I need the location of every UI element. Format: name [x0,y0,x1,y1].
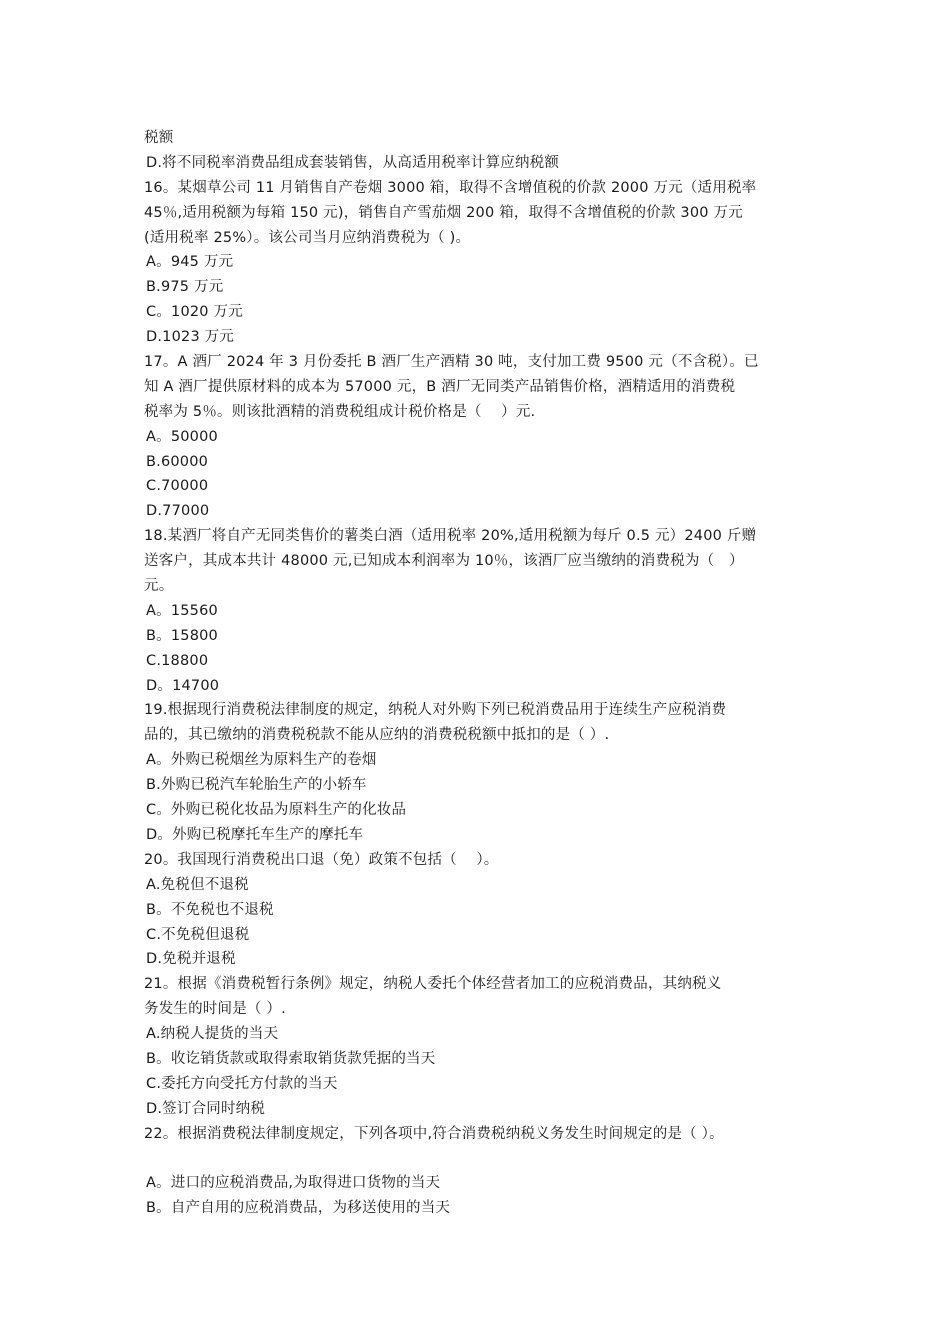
question-text-line: 20。我国现行消费税出口退（免）政策不包括（ ）。 [144,851,499,868]
answer-option: B。15800 [146,627,218,644]
answer-option: B.60000 [146,453,209,470]
question-text-line: 税额 [144,130,174,146]
answer-option: B.外购已税汽车轮胎生产的小轿车 [146,777,367,794]
question-text-line: 19.根据现行消费税法律制度的规定，纳税人对外购下列已税消费品用于连续生产应税消费 [144,702,727,719]
answer-option: C.委托方向受托方付款的当天 [146,1075,338,1092]
answer-option: D.免税并退税 [146,951,236,968]
question-text-line: 品的，其已缴纳的消费税税款不能从应纳的消费税税额中抵扣的是（ ）. [144,727,610,744]
answer-option: C.70000 [146,478,209,495]
question-text-line: 45％,适用税额为每箱 150 元)，销售自产雪茄烟 200 箱，取得不含增值税的价款 300 万元 [144,204,743,221]
question-text-line: 21。根据《消费税暂行条例》规定，纳税人委托个体经营者加工的应税消费品，其纳税义 [144,976,722,993]
answer-option: D.将不同税率消费品组成套装销售，从高适用税率计算应纳税额 [146,154,560,171]
blank-line [144,1147,824,1172]
question-text-line: 18.某酒厂将自产无同类售价的薯类白酒（适用税率 20%,适用税额为每斤 0.5 元）2400 斤赠 [144,528,757,545]
question-text-line: (适用税率 25%）。该公司当月应纳消费税为（ )。 [144,229,471,246]
question-text-line: 22。根据消费税法律制度规定，下列各项中,符合消费税纳税义务发生时间规定的是（ ）。 [144,1125,724,1142]
answer-option: C.18800 [146,652,209,669]
question-text-line: 16。某烟草公司 11 月销售自产卷烟 3000 箱，取得不含增值税的价款 2000 万元（适用税率 [144,179,757,196]
answer-option: A。50000 [146,428,218,445]
question-text-line: 知 A 酒厂提供原材料的成本为 57000 元，B 酒厂无同类产品销售价格，酒精适用的消费税 [144,378,736,395]
answer-option: C。外购已税化妆品为原料生产的化妆品 [146,802,407,819]
answer-option: A。进口的应税消费品,为取得进口货物的当天 [146,1175,441,1192]
document-body [144,126,824,1221]
answer-option: B。自产自用的应税消费品，为移送使用的当天 [146,1200,451,1217]
question-text-line: 元。 [144,578,174,595]
question-text-line: 税率为 5％。则该批酒精的消费税组成计税价格是（ ）元. [144,403,536,420]
answer-option: B。不免税也不退税 [146,901,274,918]
answer-option: A.纳税人提货的当天 [146,1026,279,1043]
answer-option: B。收讫销货款或取得索取销货款凭据的当天 [146,1050,436,1067]
answer-option: D.1023 万元 [146,329,235,346]
answer-option: A。15560 [146,602,218,619]
answer-option: A.免税但不退税 [146,876,249,893]
question-text-line: 务发生的时间是（ ）. [144,1001,286,1018]
answer-option: D.77000 [146,503,210,520]
answer-option: B.975 万元 [146,279,224,296]
answer-option: A。945 万元 [146,254,234,271]
question-text-line: 送客户，其成本共计 48000 元,已知成本利润率为 10％，该酒厂应当缴纳的消费税为（ ） [144,553,744,570]
answer-option: C.不免税但退税 [146,926,250,943]
answer-option: D.签订合同时纳税 [146,1100,266,1117]
question-text-line: 17。A 酒厂 2024 年 3 月份委托 B 酒厂生产酒精 30 吨，支付加工费 9500 元（不含税）。已 [144,354,759,371]
answer-option: A。外购已税烟丝为原料生产的卷烟 [146,752,377,769]
answer-option: C。1020 万元 [146,304,243,321]
answer-option: D。外购已税摩托车生产的摩托车 [146,826,364,843]
answer-option: D。14700 [146,677,220,694]
